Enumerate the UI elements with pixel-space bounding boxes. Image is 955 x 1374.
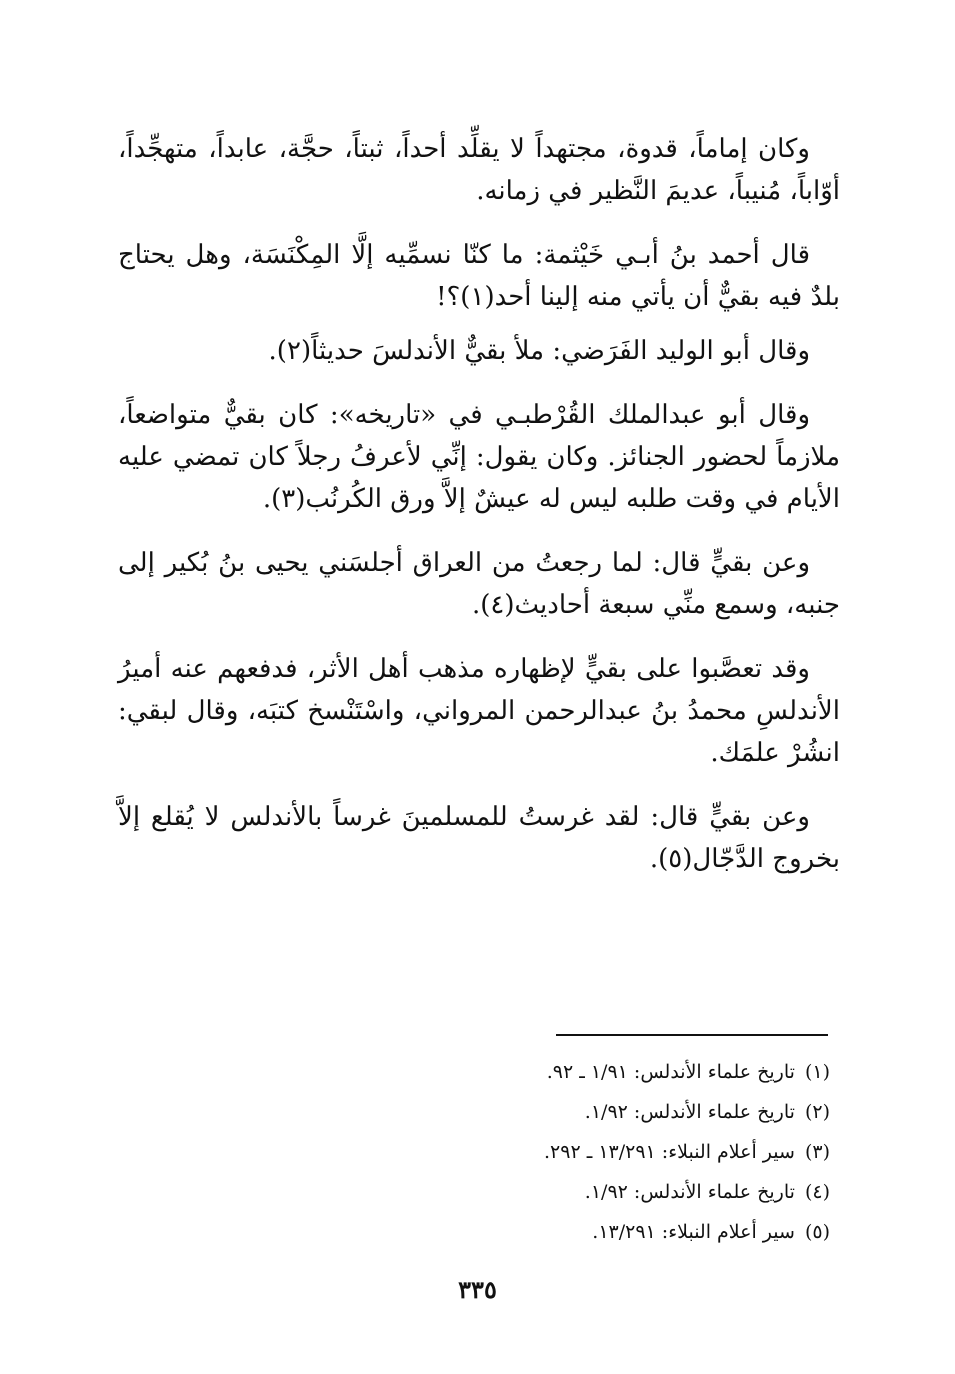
paragraph: وعن بقيٍّ قال: لما رجعتُ من العراق أجلسَني يحيى بنُ بُكير إلى جنبه، وسمع منِّي سبعة أحاديث(٤). [118,548,840,620]
paragraph: وقال أبو عبدالملك القُرْطبـي في «تاريخه»: كان بقيٌّ متواضعاً، ملازماً لحضور الجنائز. وكان يقول: إنِّي لأعرفُ رجلاً كان تمضي عليه الأيام في وقت طلبه ليس له عيشٌ إلاَّ ورق الكُرنُب(٣). [118,400,840,514]
paragraph: وعن بقيٍّ قال: لقد غرستُ للمسلمينَ غرساً بالأندلس لا يُقلع إلاَّ بخروج الدَّجّال(٥). [118,802,840,874]
footnote-separator [556,1034,828,1036]
footnotes [430,1052,830,1252]
footnote-number: (٢) [804,1101,830,1123]
footnote-text: تاريخ علماء الأندلس: ١/٩٢. [584,1181,795,1203]
footnote-text: تاريخ علماء الأندلس: ١/٩١ ـ ٩٢. [546,1061,795,1083]
footnote-number: (٤) [804,1181,830,1203]
footnote-text: تاريخ علماء الأندلس: ١/٩٢. [584,1101,795,1123]
paragraph: وقد تعصَّبوا على بقيٍّ لإظهاره مذهب أهل الأثر، فدفعهم عنه أميرُ الأندلسِ محمدُ بنُ عبدالرحمن المرواني، واسْتَنْسخ كتبَه، وقال لبقي: انشُرْ علمَك. [118,654,840,768]
footnote-text: سير أعلام النبلاء: ١٣/٢٩١ ـ ٢٩٢. [543,1141,795,1163]
footnote [430,1092,830,1132]
footnote [430,1172,830,1212]
paragraph: وكان إماماً، قدوة، مجتهداً لا يقلِّد أحداً، ثبتاً، حجَّة، عابداً، متهجِّداً، أوّاباً، مُنيباً، عديمَ النَّظير في زمانه. [118,134,840,206]
footnote-number: (١) [804,1061,830,1083]
footnote [430,1212,830,1252]
footnote-number: (٥) [804,1221,830,1243]
page-number: ٣٣٥ [458,1275,497,1304]
footnote-number: (٣) [804,1141,830,1163]
footnote [430,1132,830,1172]
footnote [430,1052,830,1092]
page-body [118,128,840,880]
footnote-text: سير أعلام النبلاء: ١٣/٢٩١. [592,1221,795,1243]
paragraph: قال أحمد بنُ أبـي خَيْثمة: ما كنّا نسمِّيه إلَّا المِكْنَسَة، وهل يحتاج بلدٌ فيه بقيٌّ أن يأتي منه إلينا أحد(١)؟! [118,240,840,312]
paragraph: وقال أبو الوليد الفَرَضي: ملأ بقيٌّ الأندلسَ حديثاً(٢). [268,336,810,366]
